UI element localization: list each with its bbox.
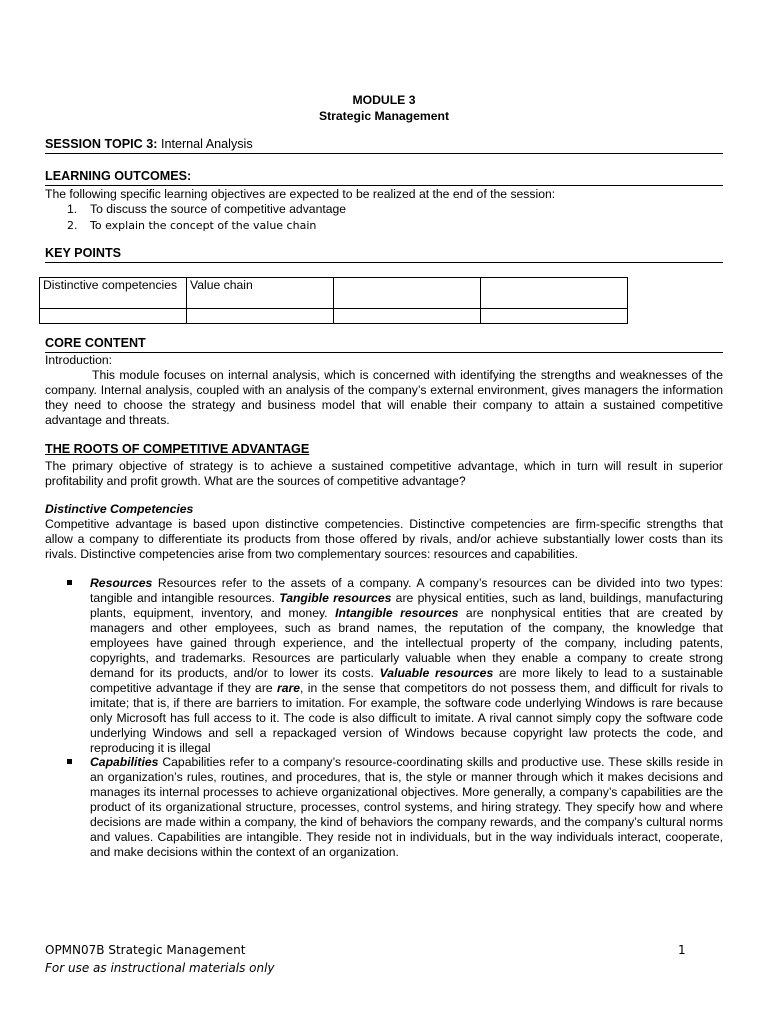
table-cell (187, 309, 334, 324)
core-content-heading: CORE CONTENT (45, 336, 723, 353)
introduction-label: Introduction: (45, 353, 113, 367)
table-cell (481, 278, 628, 309)
list-item (67, 576, 723, 756)
table-cell: Value chain (187, 278, 334, 309)
resources-paragraph: Resources Resources refer to the assets of a company. A company’s resources can be divided into two types: tangible and intangible resources. Tangible resources are physical entities, such as land, buildings, manufacturing plants, equipment, inventory, and money. Intangible resources are nonphysical entities that are created by managers and other employees, such as brand names, the reputation of the company, the knowledge that employees have gained through experience, and the intellectual property of the company, including patents, copyrights, and trademarks. Resources are particularly valuable when they enable a company to create strong demand for its products, and/or to lower its costs. Valuable resources are more likely to lead to a sustainable competitive advantage if they are rare, in the sense that competitors do not possess them, and difficult for rivals to imitate; that is, if there are barriers to imitation. For example, the software code underlying Windows is rare because only Microsoft has full access to it. The code is also difficult to imitate. A rival cannot simply copy the software code underlying Windows and sell a repackaged version of Windows because copyright law protects the code, and reproducing it is illegal (90, 576, 724, 755)
session-topic-heading (45, 137, 723, 154)
table-cell (481, 309, 628, 324)
module-title: MODULE 3 (352, 93, 416, 107)
bullet-square-icon (67, 759, 72, 764)
table-cell (334, 309, 481, 324)
session-topic-label: SESSION TOPIC 3: (45, 137, 158, 151)
session-topic-value: Internal Analysis (160, 137, 253, 151)
roots-paragraph: The primary objective of strategy is to achieve a sustained competitive advantage, which in turn will result in superior profitability and profit growth. What are the sources of competitive advantage? (45, 459, 723, 488)
introduction-paragraph: This module focuses on internal analysis, which is concerned with identifying the strengths and weaknesses of the company. Internal analysis, coupled with an analysis of the company’s external environment, gives managers the information they need to choose the strategy and business model that will enable their company to attain a sustained competitive advantage and threats. (45, 368, 723, 427)
list-item (67, 755, 723, 860)
learning-outcomes-heading: LEARNING OUTCOMES: (45, 169, 723, 186)
distinctive-competencies-paragraph: Competitive advantage is based upon distinctive competencies. Distinctive competencies are firm-specific strengths that allow a company to differentiate its products from those offered by rivals, and/or achieve substantially lower costs than its rivals. Distinctive competencies arise from two complementary sources: resources and capabilities. (45, 517, 723, 561)
page-number: 1 (678, 943, 686, 957)
table-cell (40, 309, 187, 324)
footer-course: OPMN07B Strategic Management (45, 943, 246, 957)
table-cell (334, 278, 481, 309)
roots-heading: THE ROOTS OF COMPETITIVE ADVANTAGE (45, 442, 310, 456)
key-points-table (39, 277, 628, 324)
footer-note: For use as instructional materials only (45, 961, 275, 975)
key-points-heading: KEY POINTS (45, 246, 723, 263)
table-cell: Distinctive competencies (40, 278, 187, 309)
learning-outcomes-list (67, 202, 667, 234)
list-item: 2. To explain the concept of the value chain (67, 219, 317, 232)
distinctive-competencies-heading: Distinctive Competencies (45, 502, 194, 516)
bullet-square-icon (67, 580, 72, 585)
learning-outcomes-intro: The following specific learning objectives are expected to be realized at the end of the session: (45, 187, 556, 201)
module-subject: Strategic Management (318, 109, 450, 123)
list-item: 1. To discuss the source of competitive advantage (67, 202, 347, 216)
capabilities-paragraph: Capabilities Capabilities refer to a company’s resource-coordinating skills and productive use. These skills reside in an organization’s rules, routines, and procedures, that is, the style or manner through which it makes decisions and manages its internal processes to achieve organizational objectives. More generally, a company’s capabilities are the product of its organizational structure, processes, control systems, and hiring strategy. They specify how and where decisions are made within a company, the kind of behaviors the company rewards, and the company’s cultural norms and values. Capabilities are intangible. They reside not in individuals, but in the way individuals interact, cooperate, and make decisions within the context of an organization. (90, 755, 723, 859)
